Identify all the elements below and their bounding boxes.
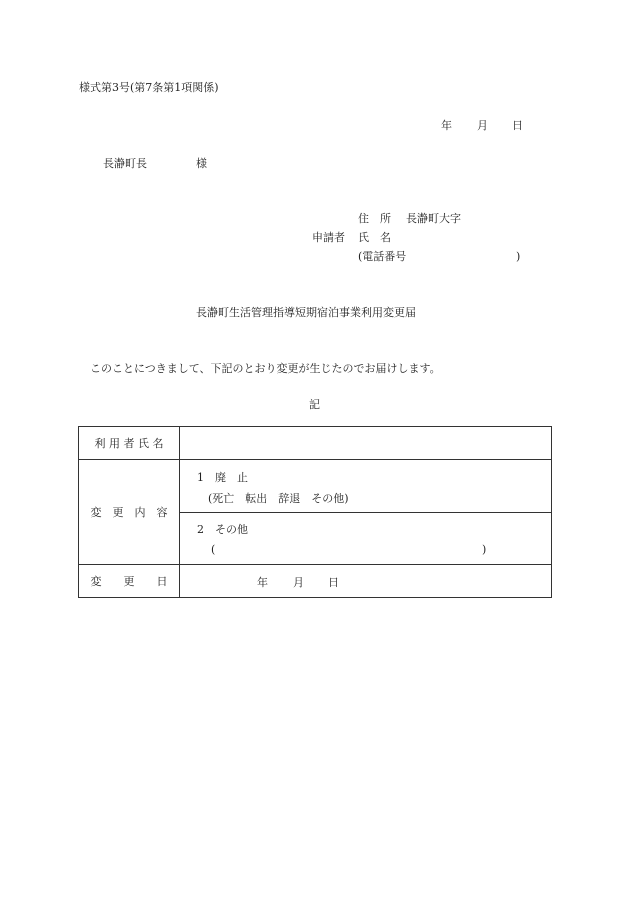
change-date-label: 変 更 日	[79, 565, 180, 598]
address-label: 住 所	[358, 212, 391, 225]
phone-close-paren: )	[516, 250, 521, 263]
ki-heading: 記	[309, 398, 320, 411]
change-date-month: 月	[293, 576, 304, 589]
applicant-label: 申請者	[312, 231, 345, 244]
change-date-field[interactable]	[180, 565, 552, 598]
table-row-change-content	[79, 460, 552, 565]
option-other-line1: 2 その他	[197, 523, 248, 536]
date-day-label: 日	[512, 119, 523, 132]
option-abolish-block[interactable]	[180, 460, 551, 512]
option-other-open-paren: (	[211, 543, 216, 556]
table-row-user-name	[79, 427, 552, 460]
change-form-table	[78, 426, 552, 598]
addressee-name: 長瀞町長	[103, 157, 147, 170]
change-content-cell	[180, 460, 552, 565]
address-value: 長瀞町大字	[406, 212, 461, 225]
form-number: 様式第3号(第7条第1項関係)	[79, 81, 219, 94]
change-date-year: 年	[257, 576, 268, 589]
change-content-label: 変 更 内 容	[79, 460, 180, 565]
body-text: このことにつきまして、下記のとおり変更が生じたのでお届けします。	[90, 362, 441, 375]
table-row-change-date	[79, 565, 552, 598]
user-name-field[interactable]	[180, 427, 552, 460]
phone-label: (電話番号	[358, 250, 407, 263]
document-title: 長瀞町生活管理指導短期宿泊事業利用変更届	[196, 306, 416, 319]
option-abolish-line1: 1 廃 止	[197, 471, 248, 484]
name-label: 氏 名	[358, 231, 391, 244]
user-name-label: 利 用 者 氏 名	[79, 427, 180, 460]
option-other-close-paren: )	[482, 543, 487, 556]
change-date-day: 日	[328, 576, 339, 589]
option-abolish-line2: (死亡 転出 辞退 その他)	[208, 492, 349, 505]
addressee-honorific: 様	[196, 157, 207, 170]
date-year-label: 年	[441, 119, 452, 132]
date-month-label: 月	[477, 119, 488, 132]
option-other-block[interactable]	[180, 512, 551, 564]
